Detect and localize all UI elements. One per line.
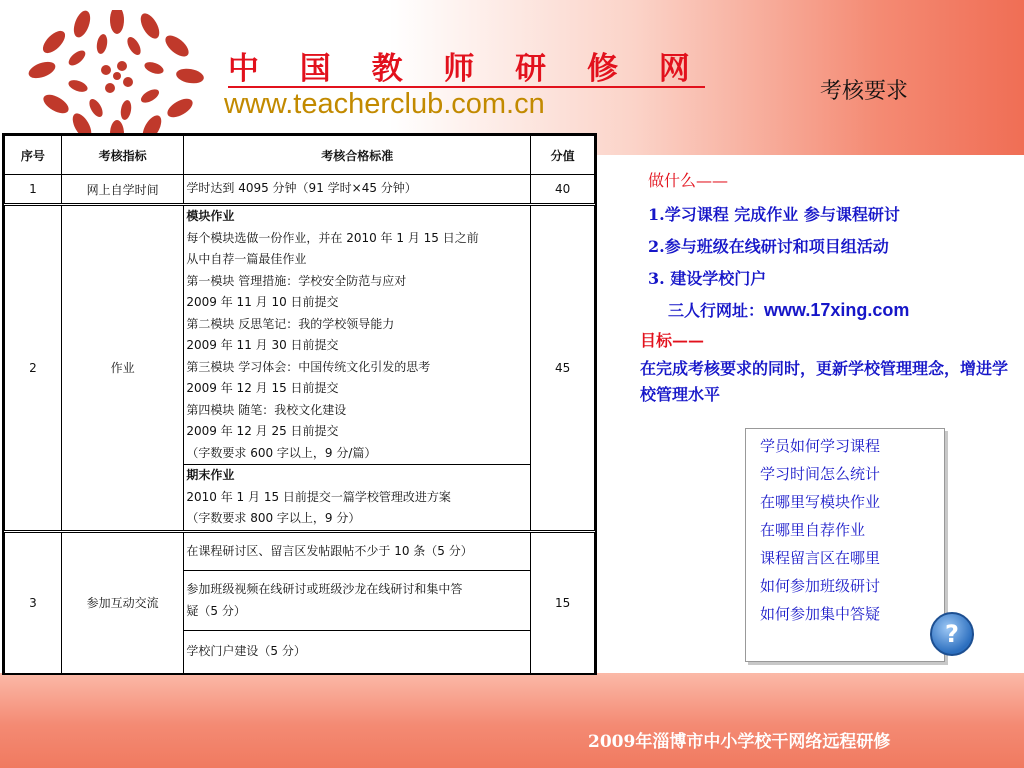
- task-item: 3. 建设学校门户: [648, 269, 767, 288]
- faq-item[interactable]: 如何参加班级研讨: [760, 577, 881, 595]
- table-row: [5, 531, 595, 673]
- faq-item[interactable]: 学习时间怎么统计: [760, 465, 881, 483]
- table-row: [5, 205, 595, 532]
- faq-item[interactable]: 如何参加集中答疑: [760, 605, 881, 623]
- module-line: 模块作业: [186, 209, 235, 223]
- module-line: 每个模块选做一份作业，并在 2010 年 1 月 15 日之前: [186, 230, 479, 245]
- module-line: 2009 年 11 月 30 日前提交: [186, 338, 339, 352]
- site-label: 三人行网址：: [668, 301, 765, 320]
- logo-swirl-icon: [22, 10, 212, 140]
- header-indicator: 考核指标: [61, 136, 184, 175]
- row3-standard: [184, 531, 531, 673]
- footer-text: 2009年淄博市中小学校干网络远程研修: [588, 732, 891, 752]
- row2-no: 2: [5, 205, 62, 532]
- task-item: 1.学习课程 完成作业 参与课程研讨: [648, 205, 900, 224]
- module-line: 2009 年 12 月 25 日前提交: [186, 424, 339, 438]
- row2-indicator: 作业: [61, 205, 184, 532]
- site-row: [668, 298, 909, 321]
- site-url-link[interactable]: www.17xing.com: [764, 300, 910, 320]
- row1-score: 40: [531, 175, 595, 205]
- interaction-line: 疑（5 分）: [186, 603, 246, 618]
- goal-text: 在完成考核要求的同时，更新学校管理理念，增进学校管理水平: [640, 359, 1009, 404]
- module-line: 2009 年 12 月 15 日前提交: [186, 381, 339, 395]
- interaction-line: 学校门户建设（5 分）: [186, 644, 306, 658]
- final-line: （字数要求 800 字以上，9 分）: [186, 511, 361, 525]
- row1-indicator: 网上自学时间: [61, 175, 184, 205]
- interaction-item: [184, 571, 530, 631]
- faq-box: [745, 428, 945, 662]
- slide-title: 考核要求: [820, 79, 909, 104]
- row3-indicator: 参加互动交流: [61, 531, 184, 673]
- row2-standard: [184, 205, 531, 532]
- assessment-table: [2, 133, 597, 675]
- table-row: [5, 175, 595, 205]
- module-line: 第二模块 反思笔记：我的学校领导能力: [186, 316, 395, 331]
- interaction-line: 在课程研讨区、留言区发帖跟帖不少于 10 条（5 分）: [186, 543, 473, 558]
- interaction-line: 参加班级视频在线研讨或班级沙龙在线研讨和集中答: [186, 582, 463, 596]
- module-assignment-block: [184, 206, 530, 465]
- brand-title: 中 国 教 师 研 修 网: [228, 51, 705, 87]
- header-no: 序号: [5, 136, 62, 175]
- faq-item[interactable]: 在哪里写模块作业: [760, 493, 881, 511]
- row3-score: 15: [531, 531, 595, 673]
- goal-label: 目标——: [640, 331, 705, 350]
- row2-score: 45: [531, 205, 595, 532]
- what-label: 做什么——: [648, 171, 729, 190]
- row3-no: 3: [5, 531, 62, 673]
- bottom-banner: [0, 673, 1024, 768]
- brand-url: www.teacherclub.com.cn: [224, 88, 545, 120]
- module-line: （字数要求 600 字以上，9 分/篇）: [186, 445, 377, 460]
- interaction-item: [184, 631, 530, 673]
- faq-item[interactable]: 学员如何学习课程: [760, 437, 881, 455]
- faq-item[interactable]: 课程留言区在哪里: [760, 549, 881, 567]
- final-line: 2010 年 1 月 15 日前提交一篇学校管理改进方案: [186, 489, 451, 504]
- row1-no: 1: [5, 175, 62, 205]
- final-assignment-block: [184, 465, 530, 530]
- question-icon[interactable]: ?: [930, 612, 974, 656]
- table-header-row: [5, 136, 595, 175]
- row1-standard: 学时达到 4095 分钟（91 学时×45 分钟）: [184, 175, 531, 205]
- faq-item[interactable]: 在哪里自荐作业: [760, 521, 866, 539]
- header-standard: 考核合格标准: [184, 136, 531, 175]
- module-line: 2009 年 11 月 10 日前提交: [186, 295, 339, 309]
- interaction-item: [184, 533, 530, 572]
- module-line: 第一模块 管理措施：学校安全防范与应对: [186, 273, 407, 288]
- header-score: 分值: [531, 136, 595, 175]
- module-line: 从中自荐一篇最佳作业: [186, 252, 307, 266]
- module-line: 第四模块 随笔：我校文化建设: [186, 402, 347, 417]
- final-line: 期末作业: [186, 468, 235, 482]
- task-item: 2.参与班级在线研讨和项目组活动: [648, 237, 889, 256]
- module-line: 第三模块 学习体会：中国传统文化引发的思考: [186, 359, 431, 374]
